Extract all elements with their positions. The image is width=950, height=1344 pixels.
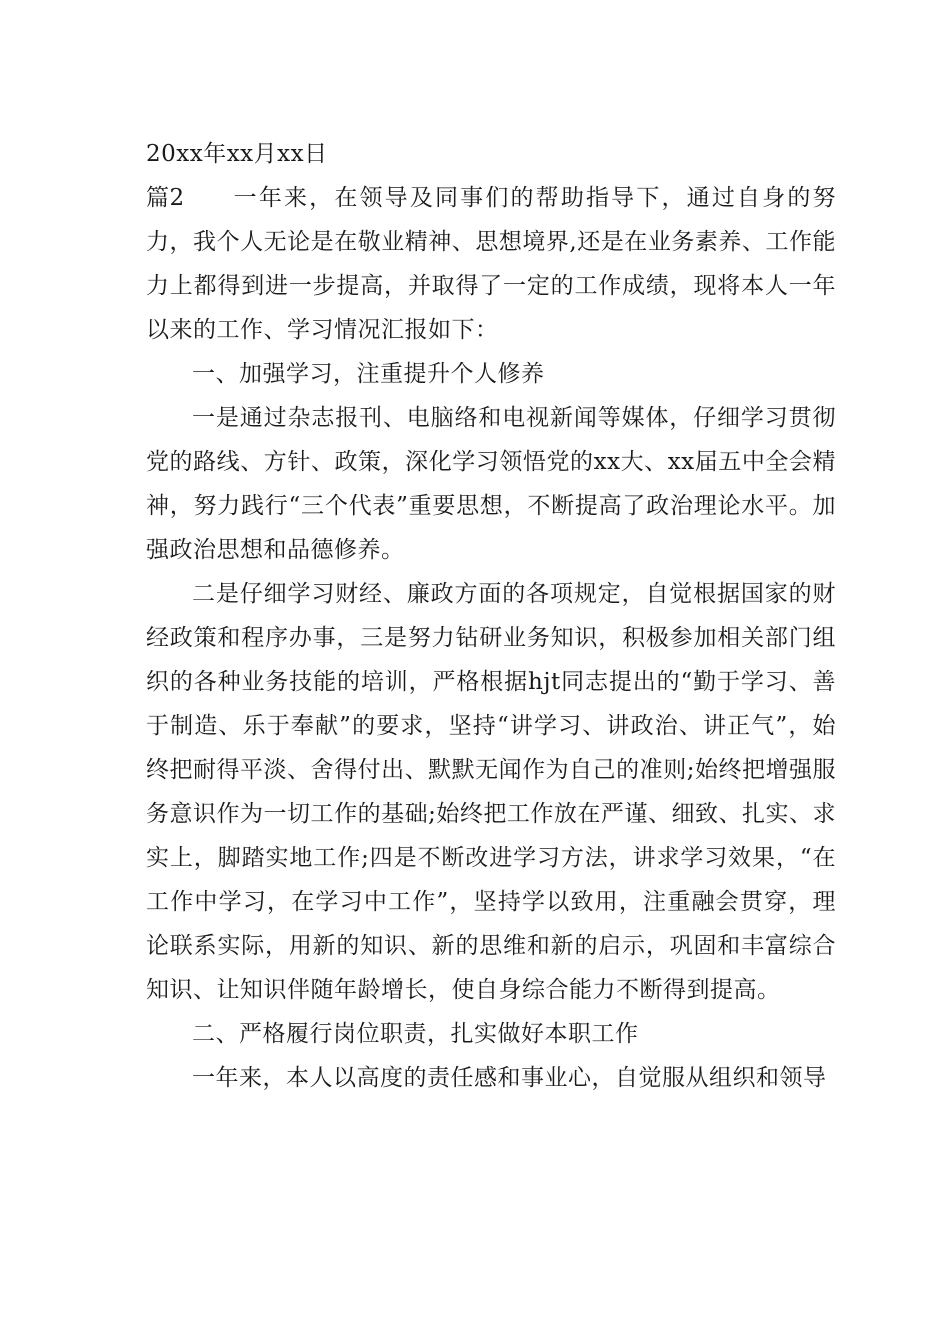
paragraph-2: 二是仔细学习财经、廉政方面的各项规定，自觉根据国家的财经政策和程序办事，三是努力钻研业务知识，积极参加相关部门组织的各种业务技能的培训，严格根据hjt同志提出的“勤于学习、善于制造、乐于奉献”的要求，坚持“讲学习、讲政治、讲正气”，始终把耐得平淡、舍得付出、默默无闻作为自己的准则;始终把增强服务意识作为一切工作的基础;始终把工作放在严谨、细致、扎实、求实上，脚踏实地工作;四是不断改进学习方法，讲求学习效果，“在工作中学习，在学习中工作”，坚持学以致用，注重融会贯穿，理论联系实际，用新的知识、新的思维和新的启示，巩固和丰富综合知识、让知识伴随年龄增长，使自身综合能力不断得到提高。 <box>146 581 836 1003</box>
paragraph-1: 一是通过杂志报刊、电脑络和电视新闻等媒体，仔细学习贯彻党的路线、方针、政策，深化学习领悟党的xx大、xx届五中全会精神，努力践行“三个代表”重要思想，不断提高了政治理论水平。加强政治思想和品德修养。 <box>146 405 836 563</box>
section-heading-2: 二、严格履行岗位职责，扎实做好本职工作 <box>192 1021 639 1047</box>
section-label: 篇2 <box>146 185 185 211</box>
section-heading-1: 一、加强学习，注重提升个人修养 <box>192 361 545 387</box>
paragraph-3: 一年来，本人以高度的责任感和事业心，自觉服从组织和领导 <box>192 1065 827 1091</box>
document-body <box>146 132 836 1100</box>
document-date: 20xx年xx月xx日 <box>146 141 328 167</box>
intro-paragraph <box>146 176 836 352</box>
intro-text: 一年来，在领导及同事们的帮助指导下，通过自身的努力，我个人无论是在敬业精神、思想境界,还是在业务素养、工作能力上都得到进一步提高，并取得了一定的工作成绩，现将本人一年以来的工作、学习情况汇报如下： <box>146 185 836 343</box>
